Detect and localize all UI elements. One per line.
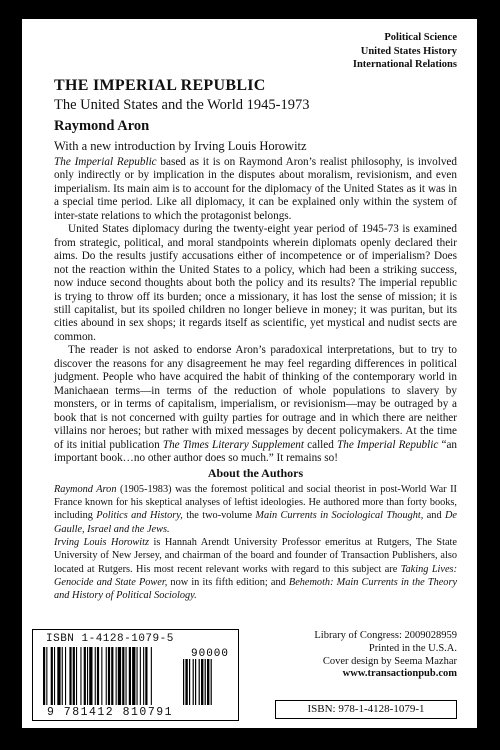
barcode-bar (116, 647, 117, 705)
barcode-bar (132, 647, 135, 705)
barcode-bar (84, 647, 86, 705)
subject-item: International Relations (352, 59, 457, 70)
barcode-bar (145, 647, 147, 705)
barcode-bar (140, 647, 141, 705)
cover-design-credit: Cover design by Seema Mazhar (322, 655, 457, 667)
subject-categories (353, 31, 457, 72)
barcode-bar (129, 647, 131, 705)
barcode-bar (57, 647, 60, 705)
barcode-box (32, 629, 239, 721)
barcode-bar (97, 647, 99, 705)
barcode-bar (207, 659, 209, 705)
subject-item: Political Science (384, 32, 457, 43)
barcode-bar (118, 647, 121, 705)
barcode-bar (46, 647, 47, 705)
book-title-italic: The Imperial Republic (337, 438, 439, 451)
barcode-bar (189, 659, 190, 705)
author-bio-horowitz: Irving Louis Horowitz is Hannah Arendt University Professor emeritus at Rutgers, The State University of New Jersey, and chairman of the board and founder of Transaction Publishers, also located at Rutgers. His most recent relevant works with regard to this subject are Taking Lives: Genocide and State Power, now in its fifth edition; and Behemoth: Main Currents in the Theory and History of Political Sociology. (54, 537, 458, 602)
barcode-bar (62, 647, 63, 705)
author-name: Raymond Aron (54, 118, 150, 134)
barcode-bar (143, 647, 144, 705)
barcode-bar (126, 647, 127, 705)
description-paragraph: United States diplomacy during the twenty-eight year period of 1945-73 is examined from strategic, political, and moral standpoints wherein diplomats openly declared their aims. Do the results justify accusations either of incompetence or of imperialism? Does not the reaction within the United States to a policy, which had been a striking success, now induce second thoughts about both the policy and its results? The imperial republic is trying to throw off its burden; once a missionary, it has lost the sense of mission; it is still capitalist, but its spoiled children no longer believe in money; it was puritan, but its cities abound in sex shops; it regards itself as scientific, yet mystical and nudist sects are common. (54, 223, 457, 343)
back-cover (22, 19, 477, 728)
barcode-bar (54, 647, 55, 705)
barcode-ean-digits: 9 781412 810791 (47, 706, 174, 719)
barcode-bar (151, 647, 152, 705)
barcode-bar (51, 647, 53, 705)
barcode-bar (87, 647, 88, 705)
isbn13-box: ISBN: 978-1-4128-1079-1 (275, 700, 457, 719)
barcode-bar (201, 659, 203, 705)
library-of-congress: Library of Congress: 2009028959 (314, 630, 457, 641)
description-paragraph: The reader is not asked to endorse Aron’s paradoxical interpretations, but to try to discover the reasons for any disagreement he may feel regarding differences in political judgment. People who have acquired the habit of thinking of the contemporary world in Manichaean terms—in terms of the reduction of whole populations to slavery by monsters, or in terms of capitalism, imperialism, or revisionism—may be outraged by a book that is not concerned with guilty parties for outrage and in which there are neither villains nor heroes; but rather with mixed messages by decent policymakers. At the time of its initial publication The Times Literary Supplement called The Imperial Republic “an important book…no other author does so much.” It remains so! (54, 344, 458, 464)
printed-location: Printed in the U.S.A. (368, 642, 457, 654)
barcode-bar (122, 647, 124, 705)
barcode-bar (106, 647, 107, 705)
barcode-bar (43, 647, 45, 705)
barcode-isbn-label: ISBN 1-4128-1079-5 (46, 633, 174, 645)
barcode-bar (73, 647, 75, 705)
barcode-bar (65, 647, 66, 705)
barcode-bar (69, 647, 71, 705)
book-subtitle: The United States and the World 1945-1973 (54, 97, 310, 113)
barcode-bar (101, 647, 102, 705)
barcode-bar (76, 647, 77, 705)
barcode-bar (137, 647, 138, 705)
subject-item: United States History (360, 45, 457, 57)
book-title-italic: The Imperial Republic (54, 156, 157, 168)
barcode-bar (205, 659, 206, 705)
barcode-bar (185, 659, 187, 705)
description-paragraph: The Imperial Republic based as it is on Raymond Aron’s realist philosophy, is involved only indirectly or by implication in the disputes about moralism, revisionism, and even imperialism. Its main aim is to account for the diplomacy of the United States as it was in a special time period. Like all diplomacy, it can be explained only within the system of inter-state relations to which the protagonist belongs. (54, 156, 457, 222)
barcode-bar (199, 659, 200, 705)
barcode-bar (108, 647, 110, 705)
barcode-icon (43, 647, 229, 707)
barcode-bar (95, 647, 96, 705)
barcode-bar (183, 659, 184, 705)
description-body (54, 156, 457, 603)
about-authors-heading: About the Authors (207, 466, 304, 481)
publisher-info (314, 630, 457, 681)
barcode-bar (89, 647, 92, 705)
barcode-bar (211, 659, 212, 705)
barcode-bar (111, 647, 113, 705)
barcode-bar (80, 647, 81, 705)
publication-italic: The Times Literary Supplement (162, 438, 305, 451)
barcode-price-code: 90000 (191, 648, 229, 660)
publisher-website: www.transactionpub.com (342, 668, 457, 680)
barcode-bar (195, 659, 196, 705)
author-bio-aron: Raymond Aron (1905-1983) was the foremost political and social theorist in post-World War II France known for his skeptical analyses of leftist ideologies. He authored more than forty books, including Politics and History, the two-volume Main Currents in Sociological Thought, and De Gaulle, Israel and the Jews. (54, 483, 458, 535)
book-title: THE IMPERIAL REPUBLIC (54, 77, 266, 94)
barcode-bar (193, 659, 194, 705)
introduction-credit: With a new introduction by Irving Louis Horowitz (54, 139, 307, 153)
